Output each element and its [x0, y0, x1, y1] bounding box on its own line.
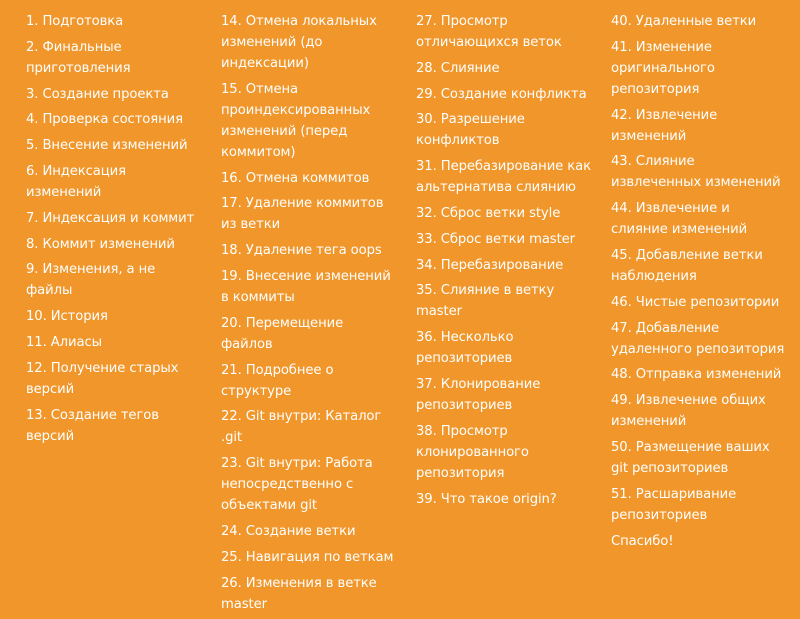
toc-item[interactable]: [611, 37, 791, 100]
toc-item-line: 3. Создание проекта: [26, 86, 169, 102]
toc-item-line: 32. Сброс ветки style: [416, 205, 561, 221]
toc-item-line: 12. Получение старых: [26, 360, 179, 376]
toc-column-3: [416, 11, 596, 514]
toc-item[interactable]: [611, 292, 791, 313]
toc-item[interactable]: [26, 306, 206, 327]
toc-item-line: 45. Добавление ветки: [611, 247, 763, 263]
toc-item[interactable]: [26, 37, 206, 79]
toc-item[interactable]: [611, 390, 791, 432]
toc-column-1: [26, 11, 206, 451]
toc-item-line: изменений: [611, 414, 687, 430]
toc-item[interactable]: [221, 573, 401, 615]
toc-item[interactable]: [26, 84, 206, 105]
toc-item-line: 15. Отмена: [221, 81, 298, 97]
toc-item[interactable]: [26, 234, 206, 255]
toc-item-line: альтернатива слиянию: [416, 180, 576, 196]
toc-item[interactable]: [221, 547, 401, 568]
toc-item[interactable]: [416, 327, 596, 369]
toc-item-line: удаленного репозитория: [611, 341, 785, 357]
toc-item-line: 37. Клонирование: [416, 376, 541, 392]
toc-item-line: 47. Добавление: [611, 320, 719, 336]
toc-item-line: 2. Финальные: [26, 39, 122, 55]
toc-item[interactable]: [221, 521, 401, 542]
toc-item-line: 28. Слияние: [416, 60, 500, 76]
toc-item-line: 27. Просмотр: [416, 14, 508, 29]
toc-item-line: 25. Навигация по веткам: [221, 549, 394, 565]
toc-item-line: из ветки: [221, 217, 281, 233]
toc-item-line: 21. Подробнее о: [221, 362, 334, 378]
toc-item-line: изменений: [26, 184, 102, 200]
toc-item-line: файлов: [221, 336, 273, 352]
toc-item-line: индексации): [221, 56, 309, 71]
toc-item[interactable]: [416, 156, 596, 198]
toc-item[interactable]: [416, 229, 596, 250]
toc-item-line: проиндексированных: [221, 102, 371, 118]
toc-item-line: 9. Изменения, а не: [26, 262, 156, 278]
toc-item-line: файлы: [26, 283, 73, 299]
toc-item-line: репозиториев: [416, 397, 513, 413]
toc-item[interactable]: [416, 109, 596, 151]
toc-item[interactable]: [221, 453, 401, 516]
toc-item-line: 18. Удаление тега oops: [221, 243, 382, 259]
toc-item[interactable]: [221, 360, 401, 402]
toc-item-line: git репозиториев: [611, 460, 729, 476]
toc-item-line: 43. Слияние: [611, 154, 695, 170]
toc-item-line: 34. Перебазирование: [416, 257, 564, 273]
toc-item[interactable]: [221, 406, 401, 448]
toc-item[interactable]: [221, 240, 401, 261]
toc-item-line: 40. Удаленные ветки: [611, 14, 757, 29]
toc-item[interactable]: [26, 135, 206, 156]
toc-item-line: репозиториев: [611, 507, 708, 523]
toc-item[interactable]: [611, 151, 791, 193]
toc-item[interactable]: [416, 84, 596, 105]
toc-item[interactable]: [26, 405, 206, 447]
toc-item-line: 24. Создание ветки: [221, 523, 356, 539]
toc-item-line: изменений: [611, 128, 687, 144]
toc-item[interactable]: [221, 193, 401, 235]
toc-item-line: 42. Извлечение: [611, 107, 718, 123]
toc-item-line: 38. Просмотр: [416, 423, 508, 439]
toc-item-line: 1. Подготовка: [26, 14, 124, 29]
toc-item-line: отличающихся веток: [416, 35, 562, 50]
toc-item[interactable]: [26, 208, 206, 229]
toc-item-line: изменений (перед: [221, 123, 348, 139]
toc-item-line: 30. Разрешение: [416, 112, 525, 128]
toc-item[interactable]: [416, 280, 596, 322]
toc-item-line: непосредственно с: [221, 477, 354, 493]
toc-item-line: версий: [26, 381, 75, 397]
toc-column-4: [611, 11, 791, 556]
toc-item-line: приготовления: [26, 60, 131, 76]
toc-item-line: master: [416, 304, 462, 320]
toc-item[interactable]: [221, 79, 401, 163]
toc-item-line: 17. Удаление коммитов: [221, 196, 384, 212]
toc-item-line: репозитория: [416, 465, 505, 481]
toc-item-line: .git: [221, 430, 242, 446]
toc-item-line: 31. Перебазирование как: [416, 159, 591, 175]
toc-item[interactable]: [26, 11, 206, 32]
toc-item-line: 51. Расшаривание: [611, 486, 737, 502]
toc-item[interactable]: [416, 58, 596, 79]
toc-item-line: 4. Проверка состояния: [26, 112, 183, 128]
toc-item[interactable]: [221, 168, 401, 189]
toc-column-2: [221, 11, 401, 619]
toc-item-line: 14. Отмена локальных: [221, 14, 377, 29]
toc-item-line: 7. Индексация и коммит: [26, 210, 195, 226]
toc-item-line: 26. Изменения в ветке: [221, 575, 377, 591]
toc-item-line: 29. Создание конфликта: [416, 86, 587, 102]
toc-item[interactable]: [416, 203, 596, 224]
toc-item-line: 19. Внесение изменений: [221, 268, 391, 284]
toc-item[interactable]: [416, 421, 596, 484]
toc-item[interactable]: [221, 266, 401, 308]
toc-item-line: 5. Внесение изменений: [26, 138, 188, 154]
toc-item[interactable]: [611, 437, 791, 479]
toc-item[interactable]: [611, 11, 791, 32]
toc-item[interactable]: [221, 313, 401, 355]
toc-item-line: 46. Чистые репозитории: [611, 294, 780, 310]
toc-item-line: 49. Извлечение общих: [611, 393, 766, 409]
toc-item-line: в коммиты: [221, 289, 295, 305]
toc-item[interactable]: [611, 484, 791, 526]
toc-item-line: 11. Алиасы: [26, 334, 102, 350]
toc-item-line: 13. Создание тегов: [26, 407, 159, 423]
toc-item[interactable]: [611, 105, 791, 147]
toc-item-line: 35. Слияние в ветку: [416, 283, 555, 299]
toc-item-line: 36. Несколько: [416, 330, 514, 346]
toc-item-line: 20. Перемещение: [221, 315, 344, 331]
toc-item-line: 16. Отмена коммитов: [221, 170, 370, 186]
toc-item-line: конфликтов: [416, 133, 500, 149]
toc-item[interactable]: [611, 531, 791, 552]
toc-item-line: 41. Изменение: [611, 39, 712, 55]
toc-item-line: 23. Git внутри: Работа: [221, 456, 373, 472]
toc-item-line: наблюдения: [611, 268, 697, 284]
toc-item-line: репозиториев: [416, 351, 513, 367]
toc-item-line: 8. Коммит изменений: [26, 236, 175, 252]
toc-item[interactable]: [221, 11, 401, 74]
toc-item[interactable]: [26, 109, 206, 130]
toc-item[interactable]: [611, 318, 791, 360]
toc-item-line: коммитом): [221, 144, 296, 160]
toc-item-line: 33. Сброс ветки master: [416, 231, 575, 247]
toc-item-line: 10. История: [26, 309, 108, 325]
toc-item-line: Спасибо!: [611, 533, 674, 549]
toc-item[interactable]: [26, 358, 206, 400]
toc-item[interactable]: [611, 245, 791, 287]
toc-item-line: 44. Извлечение и: [611, 201, 730, 217]
toc-item[interactable]: [26, 332, 206, 353]
toc-item-line: изменений (до: [221, 35, 323, 50]
toc-item-line: 50. Размещение ваших: [611, 439, 770, 455]
toc-item-line: оригинального: [611, 60, 715, 76]
toc-item-line: версий: [26, 428, 75, 444]
toc-item-line: структуре: [221, 383, 292, 399]
toc-item-line: репозитория: [611, 81, 700, 97]
toc-item[interactable]: [611, 198, 791, 240]
toc-item-line: 39. Что такое origin?: [416, 491, 557, 507]
toc-item-line: клонированного: [416, 444, 529, 460]
toc-item-line: master: [221, 596, 267, 612]
toc-item[interactable]: [26, 161, 206, 203]
toc-item-line: объектами git: [221, 498, 317, 514]
toc-item-line: слияние изменений: [611, 222, 748, 238]
toc-item-line: 48. Отправка изменений: [611, 367, 782, 383]
toc-item[interactable]: [416, 374, 596, 416]
toc-item[interactable]: [416, 11, 596, 53]
toc-item[interactable]: [611, 364, 791, 385]
toc-item-line: извлеченных изменений: [611, 175, 781, 191]
toc-item-line: 22. Git внутри: Каталог: [221, 409, 382, 425]
toc-item[interactable]: [416, 489, 596, 510]
toc-item-line: 6. Индексация: [26, 163, 126, 179]
toc-item[interactable]: [26, 259, 206, 301]
toc-item[interactable]: [416, 255, 596, 276]
